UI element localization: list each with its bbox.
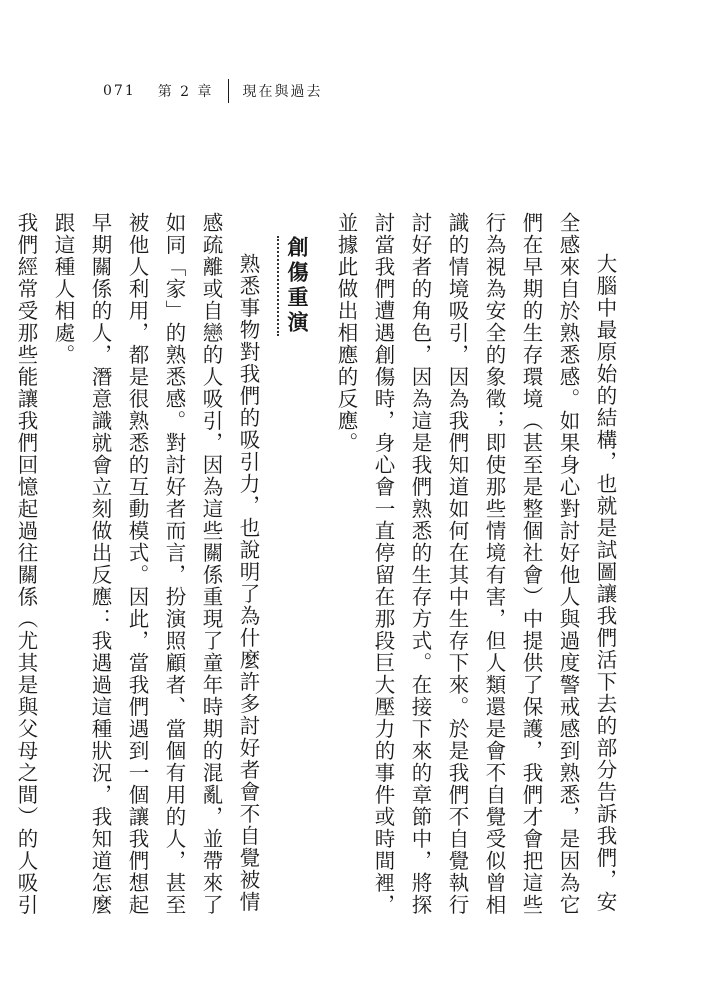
paragraph-1: 大腦中最原始的結構，也就是試圖讓我們活下去的部分告訴我們，安全感來自於熟悉感。如果身心對討好他人與過度警戒感到熟悉，是因為它們在早期的生存環境（甚至是整個社會）中提供了保護，我們才會把這些行為視為安全的象徵；即使那些情境有害，但人類還是會不自覺受似曾相識的情境吸引，因為我們知道如何在其中生存下來。於是我們不自覺執行討好者的角色，因為這是我們熟悉的生存方式。在接下來的章節中，將探討當我們遭遇創傷時，身心會一直停留在那段巨大壓力的事件或時間裡，並據此做出相應的反應。 — [334, 212, 617, 916]
section-heading-text: 創傷重演 — [277, 236, 309, 336]
paragraph-3: 我們經常受那些能讓我們回憶起過往關係（尤其是與父母之間）的人吸引 — [14, 212, 38, 916]
header-divider — [228, 79, 229, 103]
page-number: 071 — [103, 83, 136, 99]
chapter-title: 現在與過去 — [242, 84, 323, 100]
paragraph-2: 熟悉事物對我們的吸引力，也說明了為什麼許多討好者會不自覺被情感疏離或自戀的人吸引，因為這些關係重現了童年時期的混亂，並帶來了如同「家」的熟悉感。對討好者而言，扮演照顧者、當個有用的人，甚至被他人利用，都是很熟悉的互動模式。因此，當我們遇到一個讓我們想起早期關係的人，潛意識就會立刻做出反應：我遇過這種狀況，我知道怎麼跟這種人相處。 — [51, 212, 260, 916]
vertical-body-text — [14, 212, 623, 924]
chapter-label: 第 2 章 — [157, 84, 214, 100]
running-header — [103, 80, 323, 102]
section-heading — [278, 212, 315, 924]
